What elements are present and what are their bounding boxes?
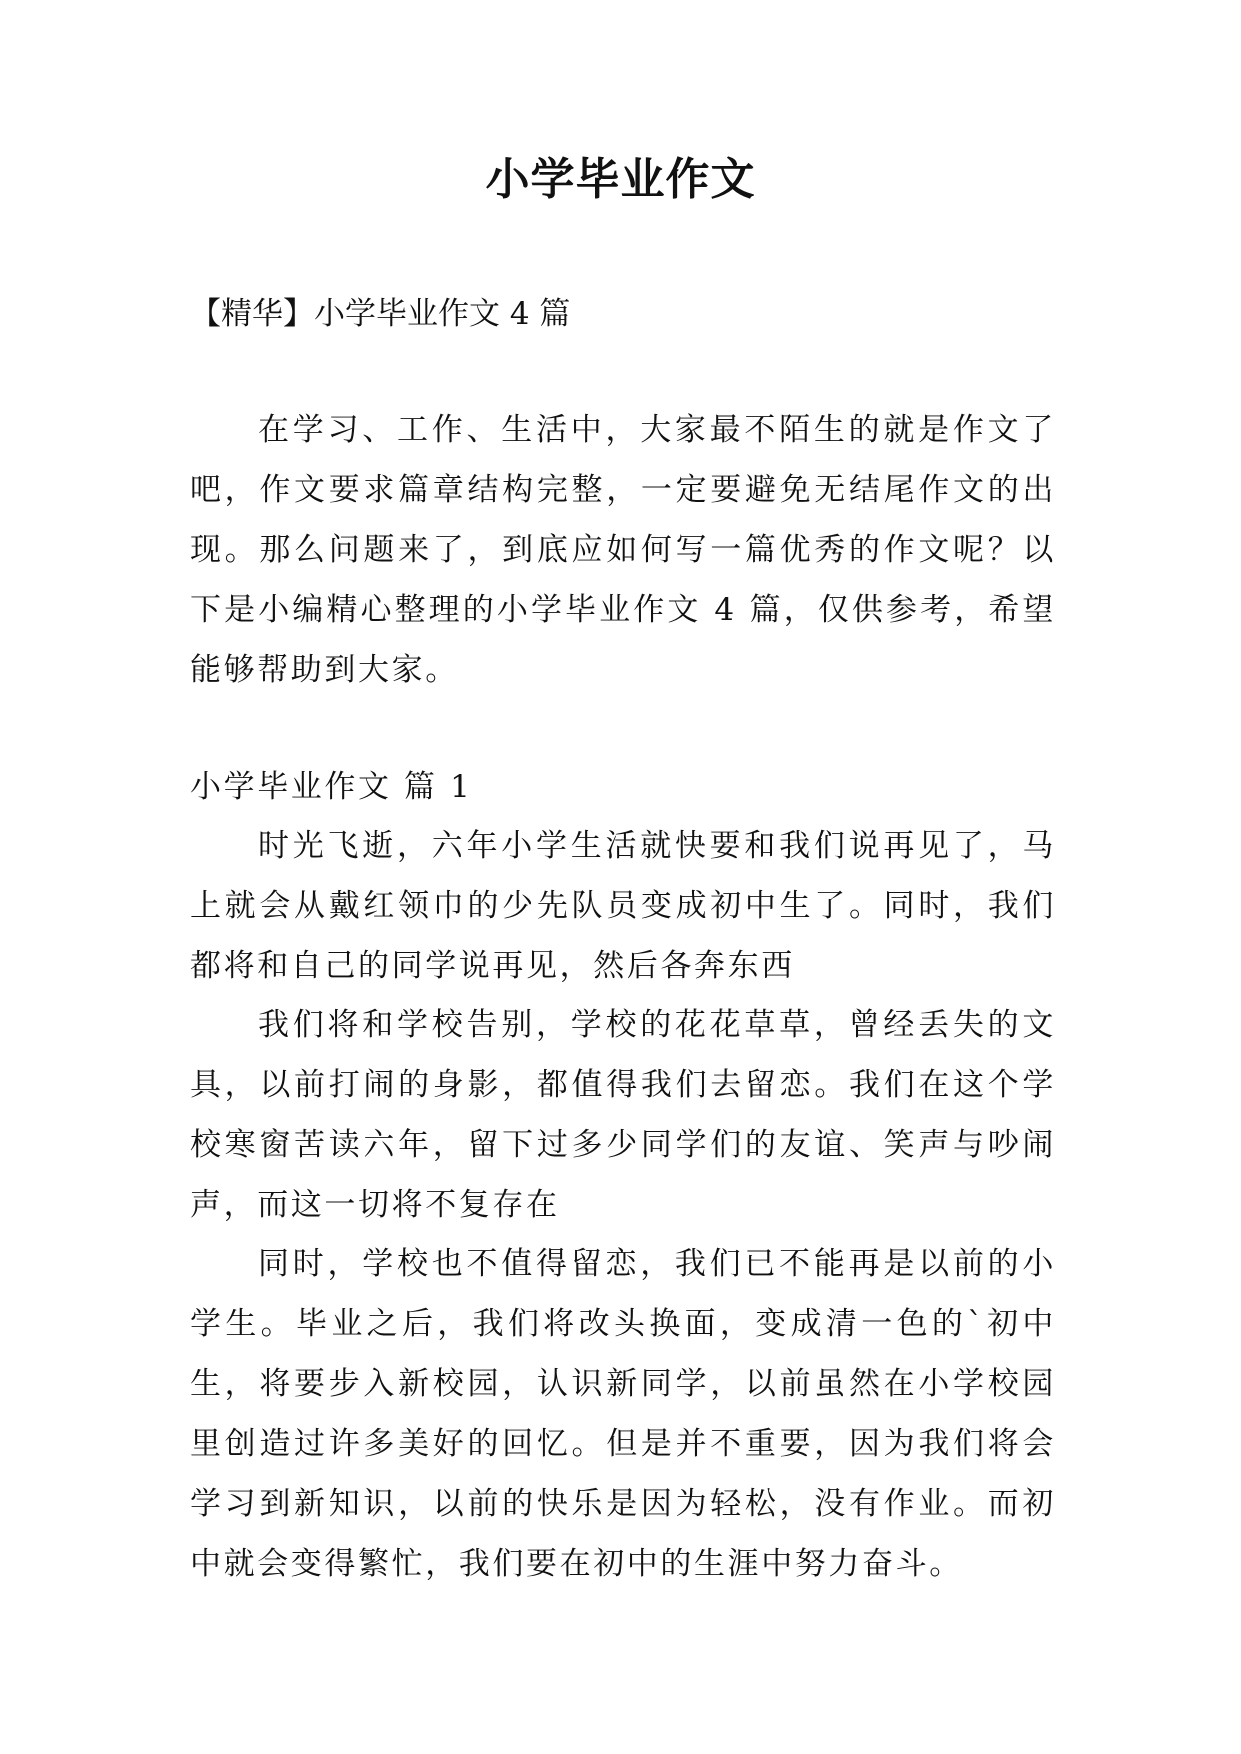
intro-paragraph: 在学习、工作、生活中，大家最不陌生的就是作文了吧，作文要求篇章结构完整，一定要避免无结尾作文的出现。那么问题来了，到底应如何写一篇优秀的作文呢？以下是小编精心整理的小学毕业作文 4 篇，仅供参考，希望能够帮助到大家。	[190, 412, 1056, 688]
essay-paragraph-3: 同时，学校也不值得留恋，我们已不能再是以前的小学生。毕业之后，我们将改头换面，变成清一色的`初中生，将要步入新校园，认识新同学，以前虽然在小学校园里创造过许多美好的回忆。但是并不重要，因为我们将会学习到新知识，以前的快乐是因为轻松，没有作业。而初中就会变得繁忙，我们要在初中的生涯中努力奋斗。	[190, 1246, 1056, 1582]
section-heading: 小学毕业作文 篇 1	[190, 769, 473, 805]
page-title: 小学毕业作文	[485, 154, 756, 205]
essay-paragraph-1: 时光飞逝，六年小学生活就快要和我们说再见了，马上就会从戴红领巾的少先队员变成初中生了。同时，我们都将和自己的同学说再见，然后各奔东西	[190, 828, 1056, 984]
essay-paragraph-2: 我们将和学校告别，学校的花花草草，曾经丢失的文具，以前打闹的身影，都值得我们去留恋。我们在这个学校寒窗苦读六年，留下过多少同学们的友谊、笑声与吵闹声，而这一切将不复存在	[190, 1007, 1056, 1223]
document-subtitle: 【精华】小学毕业作文 4 篇	[190, 296, 571, 332]
